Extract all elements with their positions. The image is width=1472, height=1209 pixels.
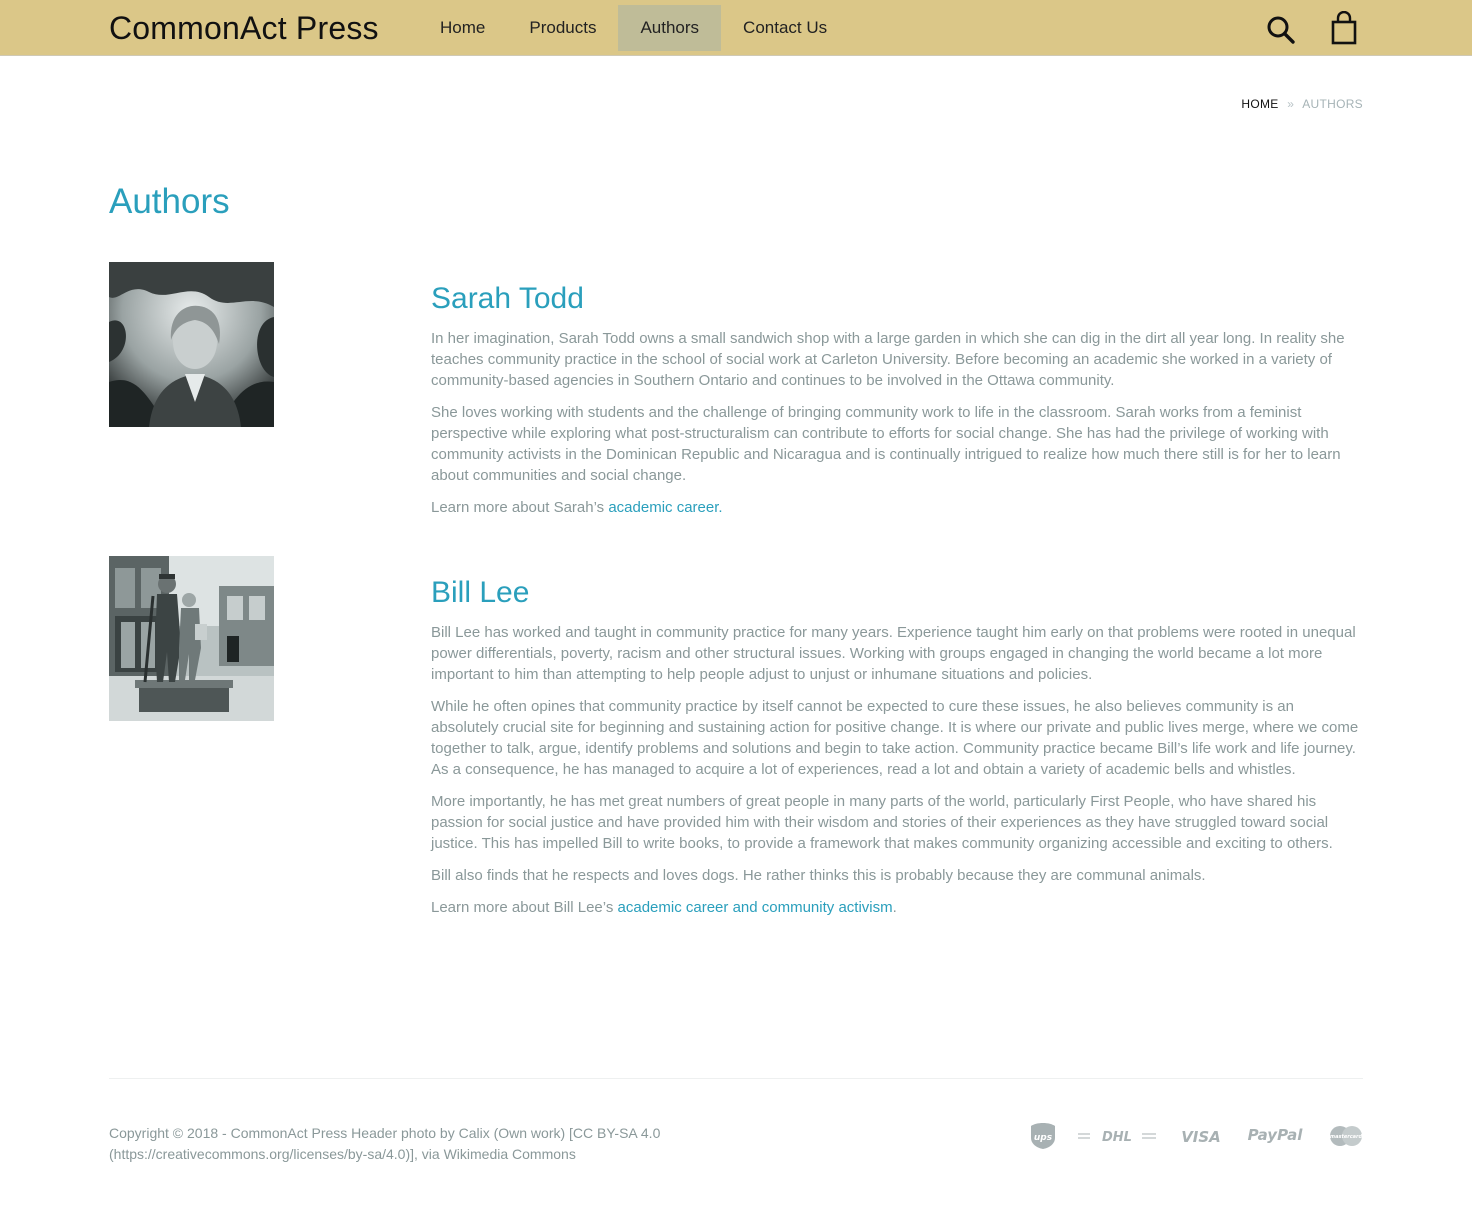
main-nav — [418, 5, 849, 51]
mastercard-icon — [1328, 1122, 1364, 1150]
breadcrumb — [1241, 97, 1363, 111]
cart-button[interactable] — [1330, 11, 1358, 45]
learn-more-text: Learn more about Bill Lee’s — [431, 899, 618, 916]
dhl-icon — [1078, 1122, 1156, 1150]
learn-more-sarah-todd — [431, 497, 1363, 518]
footer-copyright: Copyright © 2018 - CommonAct Press Header photo by Calix (Own work) [CC BY-SA 4.0 (https://creativecommons.org/licenses/by-sa/4.0)], via Wikimedia Commons — [109, 1125, 661, 1162]
author-photo-sarah-todd — [109, 262, 274, 427]
breadcrumb-current: AUTHORS — [1302, 97, 1363, 111]
bio-paragraph: She loves working with students and the challenge of bringing community work to life in the classroom. Sarah works from a feminist perspective while exploring what post-structuralism can contribute to efforts for social change. She has had the privilege of working with community activists in the Dominican Republic and Nicaragua and is continually intrigued to realize how much there still is for her to learn about communities and social change. — [431, 404, 1341, 484]
bio-paragraph: More importantly, he has met great numbers of great people in many parts of the world, particularly First People, who have shared his passion for social justice and have provided him with their wisdom and stories of their experiences as they have struggled toward social justice. This has impelled Bill to write books, to provide a framework that makes community organizing accessible and exciting to others. — [431, 793, 1333, 852]
bio-paragraph: While he often opines that community practice by itself cannot be expected to cure these issues, he also believes community is an absolutely crucial site for beginning and sustaining action for positive change. It is where our private and public lives merge, where we come together to talk, argue, identify problems and solutions and begin to take action. Community practice became Bill’s life work and life journey. As a consequence, he has managed to acquire a lot of experiences, read a lot and obtain a variety of academic bells and whistles. — [431, 698, 1359, 778]
site-logo[interactable]: CommonAct Press — [109, 10, 379, 46]
bio-paragraph: In her imagination, Sarah Todd owns a small sandwich shop with a large garden in which she can dig in the dirt all year long. In reality she teaches community practice in the school of social work at Carleton University. Before becoming an academic she worked in a variety of community-based agencies in Southern Ontario and continues to be involved in the Ottawa community. — [431, 330, 1345, 389]
payment-methods — [1028, 1122, 1364, 1150]
search-button[interactable] — [1266, 15, 1296, 45]
breadcrumb-separator: » — [1287, 97, 1295, 111]
paypal-icon — [1242, 1122, 1308, 1150]
author-name-sarah-todd: Sarah Todd — [431, 282, 584, 315]
bio-paragraph: Bill also finds that he respects and loves dogs. He rather thinks this is probably because they are communal animals. — [431, 867, 1206, 884]
breadcrumb-home[interactable]: HOME — [1241, 97, 1279, 111]
search-icon — [1266, 15, 1296, 45]
ups-icon — [1030, 1122, 1056, 1150]
nav-contact-us[interactable]: Contact Us — [743, 18, 828, 37]
shopping-bag-icon — [1330, 11, 1358, 45]
paypal-label: PayPal — [1247, 1126, 1303, 1144]
site-header — [0, 0, 1472, 56]
author-photo-bill-lee — [109, 556, 274, 721]
nav-products[interactable]: Products — [529, 18, 597, 37]
page-title: Authors — [109, 182, 230, 221]
academic-career-link[interactable]: academic career. — [608, 499, 723, 516]
footer-divider — [109, 1078, 1363, 1079]
bio-paragraph: Bill Lee has worked and taught in community practice for many years. Experience taught him early on that problems were rooted in unequal power differentials, poverty, racism and other structural issues. Working with groups engaged in changing the world became a lot more important to him than attempting to help people adjust to unjust or inhumane situations and policies. — [431, 624, 1356, 683]
ups-label: ups — [1033, 1133, 1053, 1143]
nav-authors[interactable]: Authors — [618, 5, 721, 51]
author-name-bill-lee: Bill Lee — [431, 576, 530, 609]
dhl-label: DHL — [1102, 1130, 1132, 1145]
author-bio-sarah-todd — [431, 328, 1363, 529]
author-bio-bill-lee — [431, 622, 1363, 929]
academic-career-activism-link[interactable]: academic career and community activism — [617, 899, 893, 916]
nav-home[interactable]: Home — [440, 18, 486, 37]
learn-more-suffix: . — [892, 899, 897, 916]
visa-label: VISA — [1181, 1128, 1221, 1146]
learn-more-bill-lee — [431, 897, 1363, 918]
visa-icon — [1178, 1122, 1224, 1150]
mastercard-label: mastercard — [1329, 1134, 1363, 1140]
learn-more-text: Learn more about Sarah’s — [431, 499, 609, 516]
